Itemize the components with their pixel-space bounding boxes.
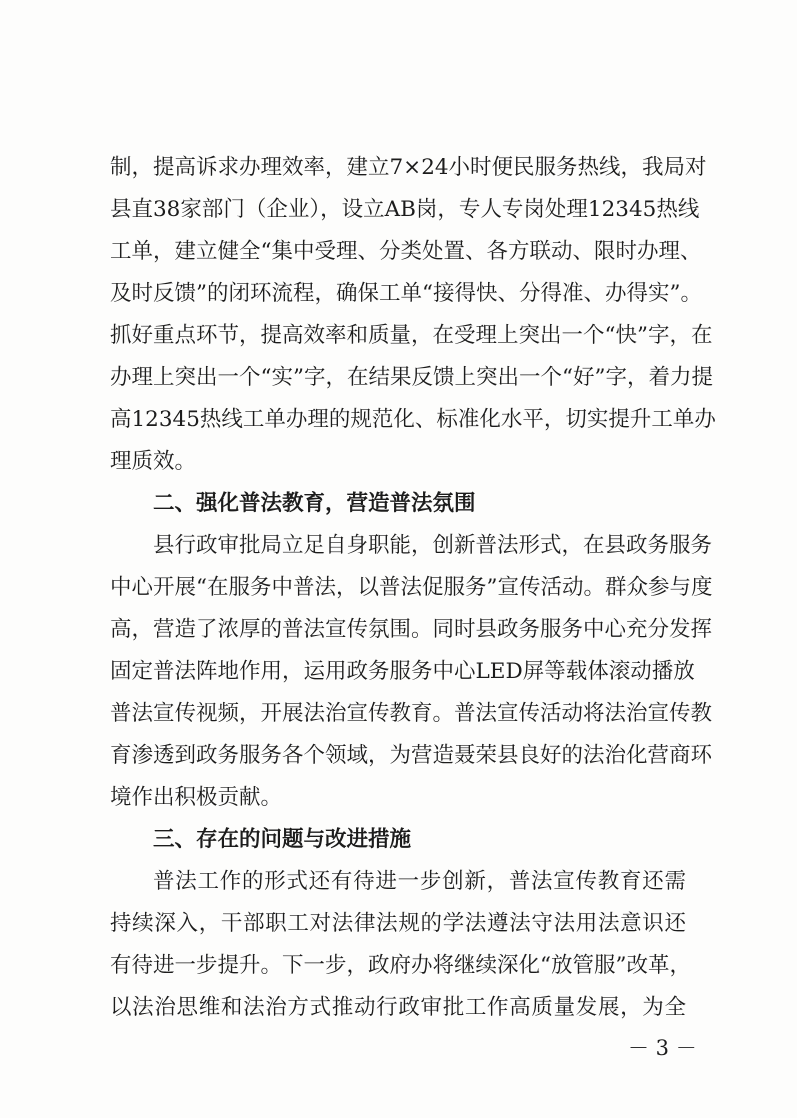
para2-line-5: 普法宣传视频，开展法治宣传教育。普法宣传活动将法治宣传教: [110, 701, 713, 726]
para3-line-1: 普法工作的形式还有待进一步创新，普法宣传教育还需: [153, 869, 686, 894]
para1-line-1: 制，提高诉求办理效率，建立7×24小时便民服务热线，我局对: [110, 155, 707, 180]
para2-line-3: 高，营造了浓厚的普法宣传氛围。同时县政务服务中心充分发挥: [110, 617, 713, 642]
para1-line-7: 高12345热线工单办理的规范化、标准化水平，切实提升工单办: [110, 407, 716, 432]
page-number: － 3 －: [628, 1036, 697, 1060]
para2-line-7: 境作出积极贡献。: [110, 785, 283, 810]
para3-line-4: 以法治思维和法治方式推动行政审批工作高质量发展，为全: [110, 995, 686, 1020]
para2-line-1: 县行政审批局立足自身职能，创新普法形式，在县政务服务: [153, 533, 713, 558]
section-heading-2: 二、强化普法教育，营造普法氛围: [153, 491, 476, 516]
section-heading-3: 三、存在的问题与改进措施: [153, 827, 412, 852]
para1-line-3: 工单，建立健全“集中受理、分类处置、各方联动、限时办理、: [110, 239, 702, 264]
para2-line-4: 固定普法阵地作用，运用政务服务中心LED屏等载体滚动播放: [110, 659, 695, 684]
para1-line-8: 理质效。: [110, 449, 197, 474]
para1-line-2: 县直38家部门（企业），设立AB岗，专人专岗处理12345热线: [110, 197, 700, 222]
para3-line-3: 有待进一步提升。下一步，政府办将继续深化“放管服”改革，: [110, 953, 691, 978]
para1-line-4: 及时反馈”的闭环流程，确保工单“接得快、分得准、办得实”。: [110, 281, 702, 306]
para3-line-2: 持续深入，干部职工对法律法规的学法遵法守法用法意识还: [110, 911, 686, 936]
para1-line-5: 抓好重点环节，提高效率和质量，在受理上突出一个“快”字，在: [110, 323, 713, 348]
para1-line-6: 办理上突出一个“实”字，在结果反馈上突出一个“好”字，着力提: [110, 365, 713, 390]
para2-line-2: 中心开展“在服务中普法，以普法促服务”宣传活动。群众参与度: [110, 575, 713, 600]
para2-line-6: 育渗透到政务服务各个领域，为营造聂荣县良好的法治化营商环: [110, 743, 713, 768]
